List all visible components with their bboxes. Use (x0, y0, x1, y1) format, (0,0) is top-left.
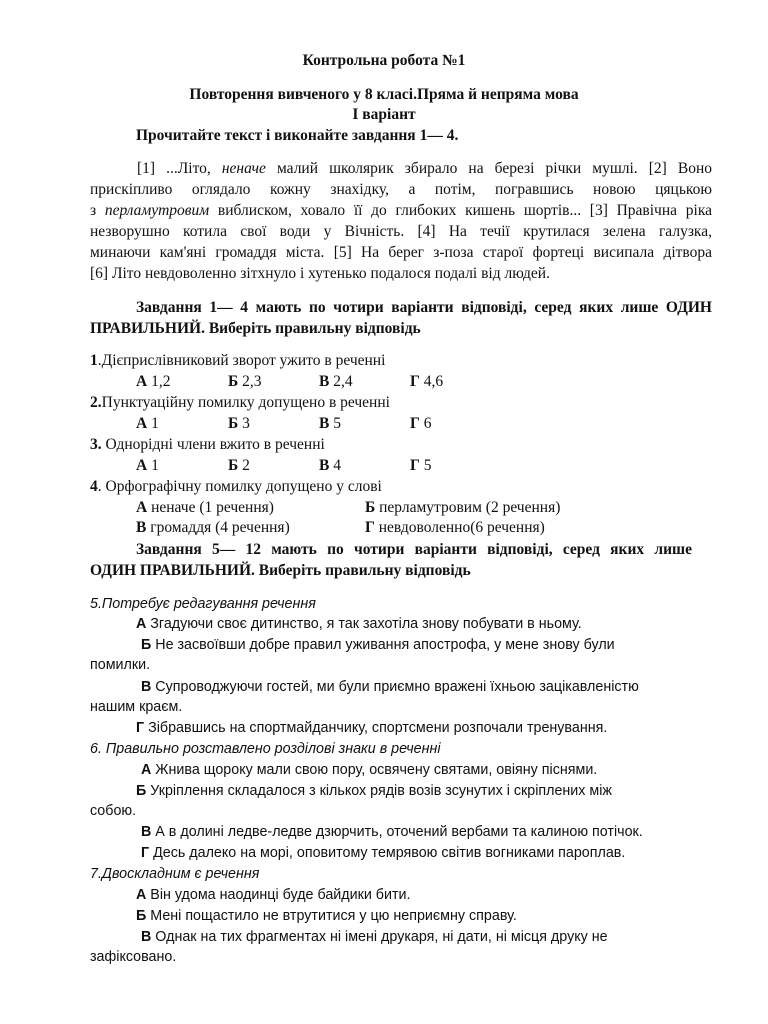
q5-option-c: В Супроводжуючи гостей, ми були приємно вражені їхньою зацікавленістю (141, 679, 639, 695)
section1-heading-cont: ПРАВИЛЬНИЙ. Виберіть правильну відповідь (90, 320, 421, 337)
option-a: А 1,2 (136, 373, 171, 390)
option-c: В 2,4 (319, 373, 353, 390)
passage-line: незворушно котила свої води у Вічність. [4] На течії крутилася зелена галузка, (90, 223, 712, 240)
option-d: Г невдоволенно(6 речення) (365, 519, 545, 536)
passage-line: [1] ...Літо, неначе малий школярик збирало на березі річки мушлі. [2] Воно (137, 160, 712, 177)
option-d: Г 4,6 (410, 373, 444, 390)
question-7: 7.Двоскладним є речення (90, 866, 260, 882)
option-d: Г 6 (410, 415, 432, 432)
option-b: Б 2 (228, 457, 250, 474)
option-d: Г 5 (410, 457, 432, 474)
q6-option-d: Г Десь далеко на морі, оповитому темрявою світив вогниками пароплав. (141, 845, 626, 861)
question-4: 4. Орфографічну помилку допущено у слові (90, 478, 382, 495)
option-b: Б 2,3 (228, 373, 262, 390)
q5-option-d: Г Зібравшись на спортмайданчику, спортсмени розпочали тренування. (136, 720, 608, 736)
q5-option-b-cont: помилки. (90, 657, 151, 673)
doc-title: Контрольна робота №1 (302, 52, 466, 69)
q7-option-c-cont: зафіксовано. (90, 949, 177, 965)
question-1: 1.Дієприслівниковий зворот ужито в реченні (90, 352, 386, 369)
option-b: Б 3 (228, 415, 250, 432)
q6-option-b: Б Укріплення складалося з кількох рядів возів зсунутих і скріплених між (136, 783, 612, 799)
passage-line: минаючи кам'яні громаддя міста. [5] На берег з-поза старої фортеці висипала дітвора (90, 244, 712, 261)
q5-option-b: Б Не засвоївши добре правил уживання апострофа, у мене знову були (141, 637, 615, 653)
option-a: А 1 (136, 415, 159, 432)
variant-label: І варіант (352, 106, 416, 123)
section1-heading: Завдання 1— 4 мають по чотири варіанти відповіді, серед яких лише ОДИН (136, 299, 712, 316)
q5-option-a: А Згадуючи своє дитинство, я так захотіла знову побувати в ньому. (136, 616, 582, 632)
option-c: В 4 (319, 457, 341, 474)
q7-option-b: Б Мені пощастило не втрутитися у цю неприємну справу. (136, 908, 517, 924)
question-6: 6. Правильно розставлено розділові знаки в реченні (90, 741, 441, 757)
section2-heading-cont: ОДИН ПРАВИЛЬНИЙ. Виберіть правильну відповідь (90, 562, 471, 579)
passage-line: з перламутровим виблиском, ховало її до глибоких кишень шортів... [3] Правічна ріка (90, 202, 712, 219)
instruction: Прочитайте текст і виконайте завдання 1— 4. (136, 127, 459, 144)
q6-option-c: В А в долині ледве-ледве дзюрчить, оточений вербами та калиною потічок. (141, 824, 643, 840)
passage-line: [6] Літо невдоволенно зітхнуло і хутенько подалося подалі від людей. (90, 265, 550, 282)
passage-line: прискіпливо оглядало кожну знахідку, а потім, погравшись новою цяцькою (90, 181, 712, 198)
q5-option-c-cont: нашим краєм. (90, 699, 183, 715)
option-a: А 1 (136, 457, 159, 474)
q7-option-a: А Він удома наодинці буде байдики бити. (136, 887, 411, 903)
question-5: 5.Потребує редагування речення (90, 596, 316, 612)
question-2: 2.Пунктуаційну помилку допущено в реченні (90, 394, 390, 411)
option-b: Б перламутровим (2 речення) (365, 499, 561, 516)
option-c: В громаддя (4 речення) (136, 519, 290, 536)
q6-option-b-cont: собою. (90, 803, 137, 819)
question-3: 3. Однорідні члени вжито в реченні (90, 436, 325, 453)
option-c: В 5 (319, 415, 341, 432)
option-a: А неначе (1 речення) (136, 499, 274, 516)
q6-option-a: А Жнива щороку мали свою пору, освячену святами, овіяну піснями. (141, 762, 598, 778)
doc-subtitle: Повторення вивченого у 8 класі.Пряма й непряма мова (189, 86, 579, 103)
q7-option-c: В Однак на тих фрагментах ні імені друкаря, ні дати, ні місця друку не (141, 929, 608, 945)
section2-heading: Завдання 5— 12 мають по чотири варіанти відповіді, серед яких лише (136, 541, 692, 558)
